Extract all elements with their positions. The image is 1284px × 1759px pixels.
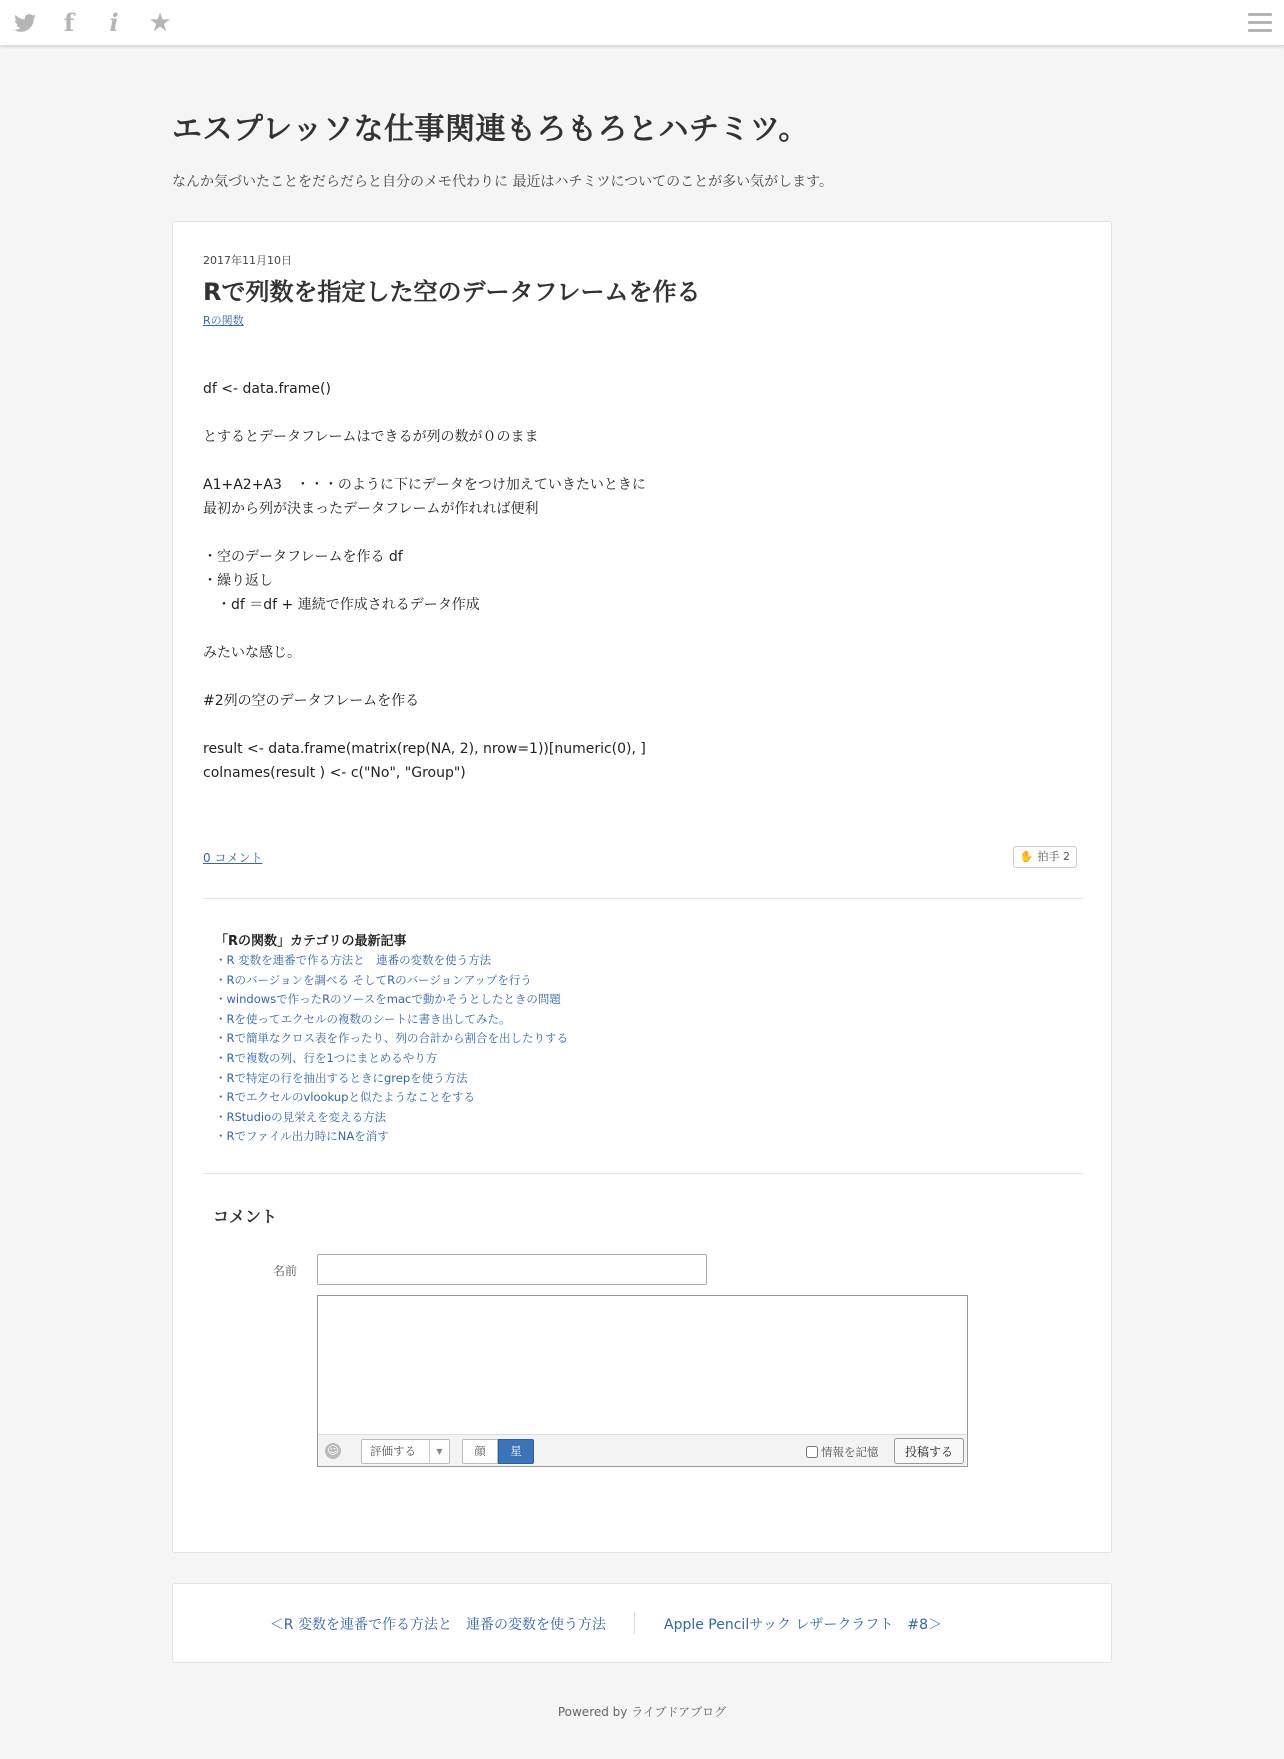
recent-post-link[interactable]: ・ Rでエクセルのvlookupと似たようなことをする: [215, 1088, 1015, 1108]
body-line: [203, 401, 1073, 425]
clap-label: 拍手: [1037, 850, 1060, 863]
top-bar: [0, 0, 1284, 46]
body-line: result <- data.frame(matrix(rep(NA, 2), nrow=1))[numeric(0), ]: [203, 741, 646, 757]
next-post-link[interactable]: Apple Pencilサック レザークラフト #8＞: [664, 1617, 943, 1633]
footer-powered-by[interactable]: Powered by ライブドアブログ: [557, 1705, 727, 1719]
rating-select[interactable]: [361, 1439, 450, 1464]
prev-post-link[interactable]: ＜R 変数を連番で作る方法と 連番の変数を使う方法: [269, 1617, 606, 1633]
star-icon[interactable]: ★: [148, 8, 172, 38]
comment-toolbar: [318, 1434, 967, 1466]
post-category-link[interactable]: Rの関数: [203, 314, 244, 327]
info-icon[interactable]: i: [109, 8, 119, 37]
body-line: #2列の空のデータフレームを作る: [203, 693, 420, 709]
body-line: とするとデータフレームはできるが列の数が０のまま: [203, 429, 539, 445]
body-line: ・df ＝df + 連続で作成されるデータ作成: [203, 597, 480, 613]
blog-title[interactable]: エスプレッソな仕事関連もろもろとハチミツ。: [172, 112, 809, 147]
name-input[interactable]: [317, 1254, 707, 1285]
name-label: 名前: [273, 1264, 298, 1278]
comment-count-link[interactable]: 0 コメント: [203, 851, 263, 865]
body-line: 最初から列が決まったデータフレームが作れれば便利: [203, 501, 539, 517]
pager-separator: [634, 1612, 635, 1634]
recent-post-link[interactable]: ・ Rで特定の行を抽出するときにgrepを使う方法: [215, 1069, 1015, 1089]
recent-post-link[interactable]: ・ R 変数を連番で作る方法と 連番の変数を使う方法: [215, 951, 1015, 971]
comment-textarea[interactable]: [318, 1296, 967, 1435]
rating-select-label: 評価する: [370, 1444, 416, 1458]
remember-label: 情報を記憶: [821, 1445, 879, 1459]
body-line: [203, 449, 1073, 473]
recent-post-link[interactable]: ・ windowsで作ったRのソースをmacで動かそうとしたときの問題: [215, 990, 1015, 1010]
menu-icon[interactable]: [1248, 13, 1272, 33]
body-line: A1+A2+A3 ・・・のように下にデータをつけ加えていきたいときに: [203, 477, 646, 493]
body-line: ・繰り返し: [203, 573, 273, 589]
chevron-down-icon: ▼: [429, 1440, 449, 1463]
recent-post-link[interactable]: ・ RStudioの見栄えを変える方法: [215, 1108, 1015, 1128]
clap-button[interactable]: [1013, 846, 1077, 868]
recent-posts: [215, 930, 1015, 1147]
recent-post-link[interactable]: ・ Rのバージョンを調べる そしてRのバージョンアップを行う: [215, 971, 1015, 991]
body-line: [203, 665, 1073, 689]
recent-post-link[interactable]: ・ Rを使ってエクセルの複数のシートに書き出してみた。: [215, 1010, 1015, 1030]
remember-checkbox[interactable]: [806, 1446, 818, 1458]
post-pager: [172, 1583, 1112, 1663]
recent-post-link[interactable]: ・ Rで簡単なクロス表を作ったり、列の合計から割合を出したりする: [215, 1029, 1015, 1049]
body-line: colnames(result ) <- c("No", "Group"): [203, 765, 466, 781]
submit-button[interactable]: 投稿する: [894, 1438, 964, 1464]
body-line: [203, 713, 1073, 737]
toggle-star-button[interactable]: 星: [498, 1439, 534, 1464]
comment-heading: コメント: [213, 1207, 278, 1226]
facebook-icon[interactable]: f: [63, 8, 75, 37]
divider: [203, 1173, 1083, 1174]
twitter-icon[interactable]: [12, 10, 38, 36]
body-line: ・空のデータフレームを作る df: [203, 549, 403, 565]
post-title[interactable]: Rで列数を指定した空のデータフレームを作る: [203, 278, 701, 306]
recent-post-link[interactable]: ・ Rでファイル出力時にNAを消す: [215, 1127, 1015, 1147]
comment-box: [317, 1295, 968, 1467]
post-date: 2017年11月10日: [203, 254, 292, 267]
blog-description: なんか気づいたことをだらだらと自分のメモ代わりに 最近はハチミツについてのことが多い気がします。: [172, 174, 834, 190]
remember-info[interactable]: [806, 1444, 879, 1460]
body-line: みたいな感じ。: [203, 645, 301, 661]
article-card: [172, 221, 1112, 1553]
toggle-face-button[interactable]: 顔: [462, 1439, 498, 1464]
divider: [203, 898, 1083, 899]
recent-posts-heading: 「Rの関数」カテゴリの最新記事: [215, 934, 407, 949]
clap-icon: ✋: [1019, 850, 1034, 863]
body-line: [203, 617, 1073, 641]
recent-post-link[interactable]: ・ Rで複数の列、行を1つにまとめるやり方: [215, 1049, 1015, 1069]
body-line: df <- data.frame(): [203, 381, 331, 397]
post-body: [203, 377, 1073, 785]
clap-count: 2: [1063, 850, 1070, 863]
body-line: [203, 521, 1073, 545]
emoji-icon[interactable]: ☺: [325, 1443, 341, 1459]
